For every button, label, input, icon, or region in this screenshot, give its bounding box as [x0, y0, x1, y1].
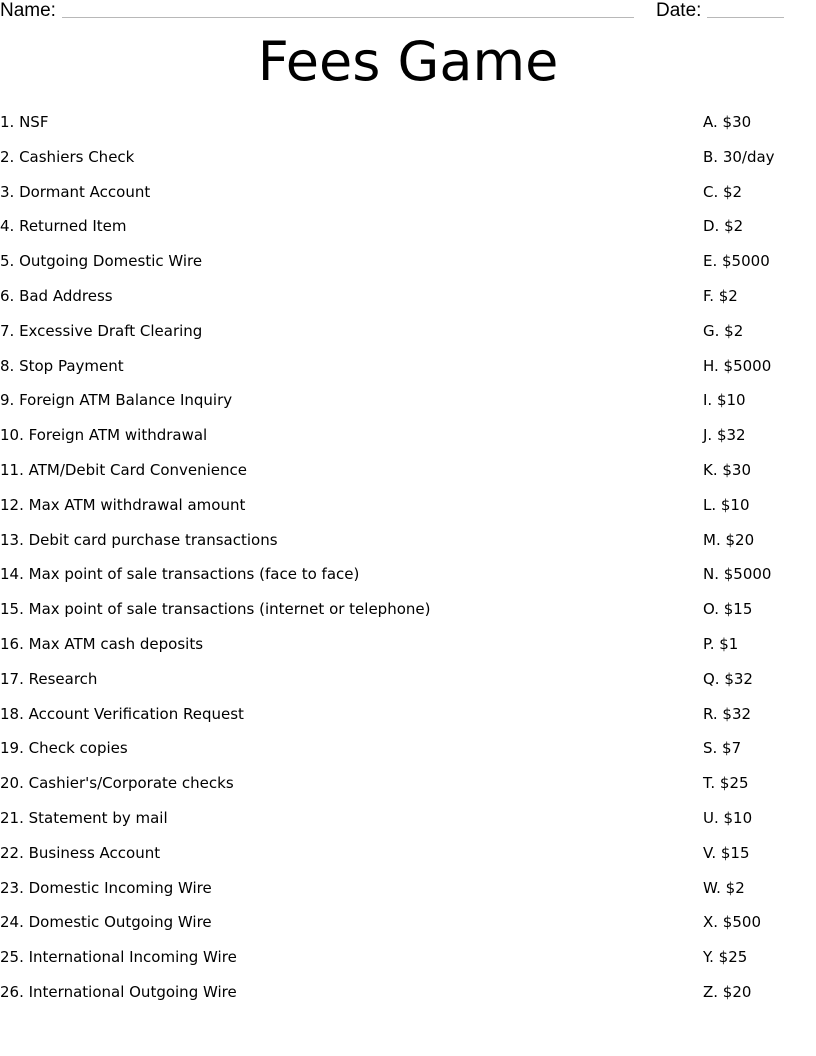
answer-text: L. $10: [703, 495, 750, 514]
list-item: [0, 943, 816, 978]
list-item: [0, 700, 816, 735]
answer-text: Y. $25: [703, 948, 748, 967]
list-item: [0, 108, 816, 143]
term-text: 2. Cashiers Check: [0, 147, 135, 166]
list-item: [0, 386, 816, 421]
list-item: [0, 665, 816, 700]
list-item: [0, 908, 816, 943]
answer-text: O. $15: [703, 600, 753, 619]
list-item: [0, 874, 816, 909]
list-item: [0, 630, 816, 665]
name-label: Name:: [0, 0, 56, 21]
term-text: 9. Foreign ATM Balance Inquiry: [0, 391, 233, 410]
answer-text: S. $7: [703, 739, 742, 758]
page-title: Fees Game: [257, 30, 559, 93]
answer-text: M. $20: [703, 530, 755, 549]
term-text: 18. Account Verification Request: [0, 704, 244, 723]
term-text: 19. Check copies: [0, 739, 128, 758]
answer-text: P. $1: [703, 634, 739, 653]
term-text: 20. Cashier's/Corporate checks: [0, 774, 234, 793]
list-item: [0, 247, 816, 282]
answer-text: E. $5000: [703, 252, 770, 271]
term-text: 15. Max point of sale transactions (internet or telephone): [0, 600, 431, 619]
term-text: 23. Domestic Incoming Wire: [0, 878, 212, 897]
term-text: 10. Foreign ATM withdrawal: [0, 426, 208, 445]
term-text: 16. Max ATM cash deposits: [0, 634, 204, 653]
list-item: [0, 456, 816, 491]
list-item: [0, 143, 816, 178]
matching-list: [0, 108, 816, 1013]
list-item: [0, 178, 816, 213]
answer-text: B. 30/day: [703, 147, 775, 166]
term-text: 17. Research: [0, 669, 98, 688]
term-text: 14. Max point of sale transactions (face to face): [0, 565, 360, 584]
list-item: [0, 526, 816, 561]
term-text: 22. Business Account: [0, 843, 161, 862]
answer-text: T. $25: [703, 774, 749, 793]
term-text: 8. Stop Payment: [0, 356, 124, 375]
answer-text: W. $2: [703, 878, 745, 897]
term-text: 6. Bad Address: [0, 286, 113, 305]
list-item: [0, 282, 816, 317]
answer-text: N. $5000: [703, 565, 772, 584]
list-item: [0, 978, 816, 1013]
term-text: 11. ATM/Debit Card Convenience: [0, 460, 248, 479]
list-item: [0, 839, 816, 874]
list-item: [0, 491, 816, 526]
answer-text: F. $2: [703, 286, 738, 305]
term-text: 13. Debit card purchase transactions: [0, 530, 278, 549]
answer-text: R. $32: [703, 704, 752, 723]
term-text: 24. Domestic Outgoing Wire: [0, 913, 212, 932]
list-item: [0, 212, 816, 247]
answer-text: Q. $32: [703, 669, 753, 688]
answer-text: D. $2: [703, 217, 744, 236]
list-item: [0, 560, 816, 595]
term-text: 4. Returned Item: [0, 217, 127, 236]
term-text: 25. International Incoming Wire: [0, 948, 237, 967]
answer-text: J. $32: [703, 426, 746, 445]
date-label: Date:: [656, 0, 702, 21]
worksheet-header: [0, 0, 816, 24]
answer-text: I. $10: [703, 391, 746, 410]
answer-text: V. $15: [703, 843, 750, 862]
list-item: [0, 734, 816, 769]
list-item: [0, 317, 816, 352]
term-text: 12. Max ATM withdrawal amount: [0, 495, 246, 514]
answer-text: G. $2: [703, 321, 744, 340]
list-item: [0, 769, 816, 804]
answer-text: C. $2: [703, 182, 743, 201]
term-text: 3. Dormant Account: [0, 182, 151, 201]
term-text: 1. NSF: [0, 113, 49, 131]
list-item: [0, 595, 816, 630]
list-item: [0, 352, 816, 387]
term-text: 26. International Outgoing Wire: [0, 982, 237, 1001]
answer-text: Z. $20: [703, 982, 752, 1001]
list-item: [0, 804, 816, 839]
answer-text: H. $5000: [703, 356, 772, 375]
answer-text: U. $10: [703, 808, 753, 827]
list-item: [0, 421, 816, 456]
answer-text: K. $30: [703, 460, 752, 479]
answer-text: A. $30: [703, 113, 752, 131]
name-blank-line: [62, 17, 634, 18]
term-text: 7. Excessive Draft Clearing: [0, 321, 203, 340]
term-text: 21. Statement by mail: [0, 808, 168, 827]
answer-text: X. $500: [703, 913, 761, 932]
term-text: 5. Outgoing Domestic Wire: [0, 252, 203, 271]
date-blank-line: [707, 17, 784, 18]
